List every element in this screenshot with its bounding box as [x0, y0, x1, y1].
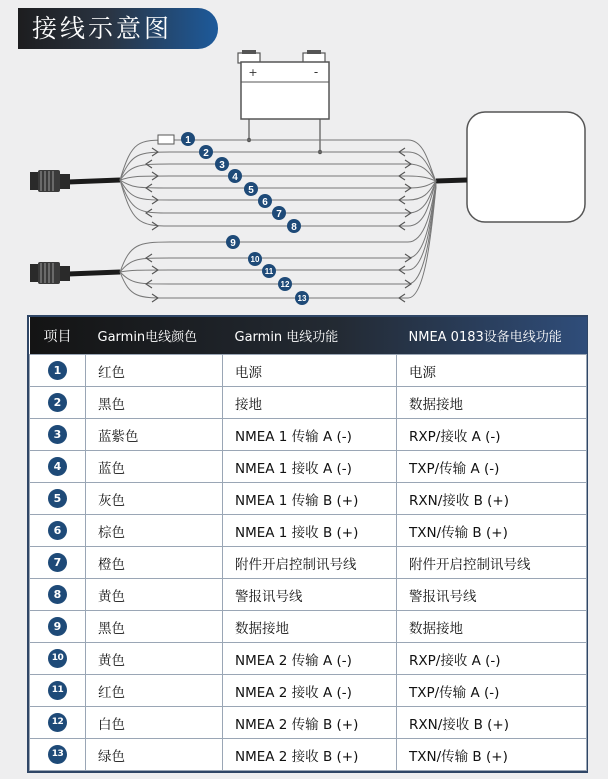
garmin-function: 电源 — [223, 355, 397, 387]
wire-color: 棕色 — [86, 515, 223, 547]
svg-text:4: 4 — [232, 172, 238, 183]
svg-text:1: 1 — [185, 135, 191, 146]
wire-color: 红色 — [86, 675, 223, 707]
header-item: 项目 — [43, 328, 72, 345]
wiring-diagram — [0, 40, 608, 312]
wire-badge-8 — [287, 219, 301, 233]
table-row — [30, 355, 587, 387]
svg-text:5: 5 — [248, 185, 254, 196]
wire-color: 橙色 — [86, 547, 223, 579]
row-number-badge: 5 — [48, 489, 67, 508]
svg-text:2: 2 — [203, 148, 209, 159]
wire-color: 蓝色 — [86, 451, 223, 483]
wire-badge-13 — [295, 291, 309, 305]
nmea-function: RXP/接收 A (-) — [397, 419, 587, 451]
garmin-function: 数据接地 — [223, 611, 397, 643]
svg-text:11: 11 — [264, 267, 274, 276]
fuse — [158, 135, 174, 144]
connector-2 — [30, 262, 70, 284]
garmin-function: NMEA 2 接收 B (+) — [223, 739, 397, 771]
table-row — [30, 579, 587, 611]
table-row — [30, 707, 587, 739]
wire-badge-6 — [258, 194, 272, 208]
wire-color: 灰色 — [86, 483, 223, 515]
wire-badge-10 — [248, 252, 262, 266]
table-row — [30, 643, 587, 675]
wire-badge-2 — [199, 145, 213, 159]
page-title: 接线示意图 — [18, 8, 218, 49]
row-number-badge: 1 — [48, 361, 67, 380]
table-row — [30, 483, 587, 515]
wiring-table — [27, 315, 588, 773]
row-number-badge: 4 — [48, 457, 67, 476]
nmea-function: 警报讯号线 — [397, 579, 587, 611]
nmea-device-box — [467, 112, 585, 222]
wire-color: 绿色 — [86, 739, 223, 771]
wire-color: 红色 — [86, 355, 223, 387]
wire-badge-3 — [215, 157, 229, 171]
row-number-badge: 12 — [48, 713, 67, 732]
battery-plus-label: + — [248, 66, 258, 79]
wire-badge-4 — [228, 169, 242, 183]
garmin-function: NMEA 2 传输 B (+) — [223, 707, 397, 739]
nmea-function: TXP/传输 A (-) — [397, 451, 587, 483]
table-row — [30, 547, 587, 579]
header-garmin-color: Garmin电线颜色 — [97, 330, 198, 345]
svg-text:3: 3 — [219, 160, 225, 171]
row-number-badge: 7 — [48, 553, 67, 572]
garmin-function: NMEA 1 传输 A (-) — [223, 419, 397, 451]
row-number-badge: 6 — [48, 521, 67, 540]
wire-badge-11 — [262, 264, 276, 278]
nmea-function: RXN/接收 B (+) — [397, 707, 587, 739]
nmea-function: TXN/传输 B (+) — [397, 739, 587, 771]
nmea-function: 附件开启控制讯号线 — [397, 547, 587, 579]
nmea-function: 数据接地 — [397, 611, 587, 643]
wire-color: 黑色 — [86, 387, 223, 419]
wire-badge-7 — [272, 206, 286, 220]
garmin-function: NMEA 1 接收 A (-) — [223, 451, 397, 483]
nmea-function: 数据接地 — [397, 387, 587, 419]
nmea-function: RXP/接收 A (-) — [397, 643, 587, 675]
table-row — [30, 515, 587, 547]
battery — [238, 50, 329, 119]
wire-color: 黄色 — [86, 643, 223, 675]
nmea-function: TXP/传输 A (-) — [397, 675, 587, 707]
row-number-badge: 9 — [48, 617, 67, 636]
svg-text:8: 8 — [291, 222, 297, 233]
wire-color: 黄色 — [86, 579, 223, 611]
row-number-badge: 13 — [48, 745, 67, 764]
table-row — [30, 387, 587, 419]
wire-badge-1 — [181, 132, 195, 146]
wire-color: 白色 — [86, 707, 223, 739]
table-row — [30, 611, 587, 643]
wire-color: 蓝紫色 — [86, 419, 223, 451]
table-row — [30, 419, 587, 451]
svg-text:13: 13 — [297, 294, 307, 303]
nmea-function: TXN/传输 B (+) — [397, 515, 587, 547]
svg-text:7: 7 — [276, 209, 282, 220]
garmin-function: 警报讯号线 — [223, 579, 397, 611]
garmin-function: 接地 — [223, 387, 397, 419]
garmin-function: NMEA 1 接收 B (+) — [223, 515, 397, 547]
header-nmea-function: NMEA 0183设备电线功能 — [408, 330, 562, 345]
svg-text:12: 12 — [280, 280, 290, 289]
row-number-badge: 2 — [48, 393, 67, 412]
row-number-badge: 10 — [48, 649, 67, 668]
table-header-row — [30, 317, 587, 355]
garmin-function: 附件开启控制讯号线 — [223, 547, 397, 579]
nmea-function: RXN/接收 B (+) — [397, 483, 587, 515]
wire-badge-12 — [278, 277, 292, 291]
wire-badge-5 — [244, 182, 258, 196]
garmin-function: NMEA 2 传输 A (-) — [223, 643, 397, 675]
wire-badge-9 — [226, 235, 240, 249]
table-row — [30, 739, 587, 771]
nmea-function: 电源 — [397, 355, 587, 387]
wire-color: 黑色 — [86, 611, 223, 643]
garmin-function: NMEA 2 接收 A (-) — [223, 675, 397, 707]
connector-1 — [30, 170, 70, 192]
table-row — [30, 451, 587, 483]
svg-text:6: 6 — [262, 197, 268, 208]
svg-text:10: 10 — [250, 255, 260, 264]
svg-text:9: 9 — [230, 238, 236, 249]
battery-minus-label: - — [313, 65, 319, 79]
header-garmin-function: Garmin 电线功能 — [234, 330, 339, 345]
garmin-function: NMEA 1 传输 B (+) — [223, 483, 397, 515]
row-number-badge: 11 — [48, 681, 67, 700]
row-number-badge: 3 — [48, 425, 67, 444]
row-number-badge: 8 — [48, 585, 67, 604]
table-row — [30, 675, 587, 707]
